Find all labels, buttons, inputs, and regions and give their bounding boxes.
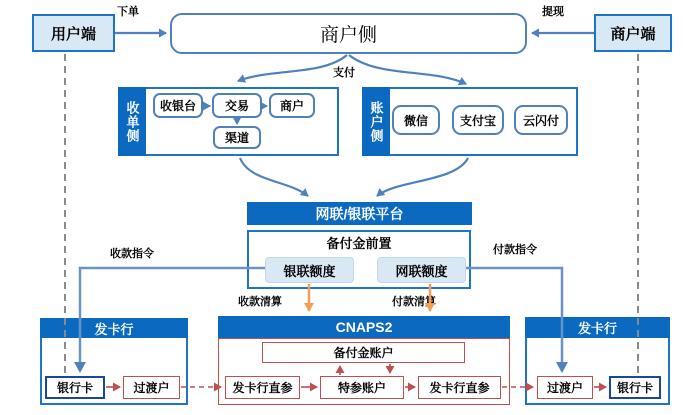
pay-clearing-label: 付款清算: [392, 296, 436, 308]
cnaps2-header: CNAPS2: [218, 316, 510, 338]
acquiring-to-platform-curve: [240, 158, 308, 196]
account-to-platform-curve: [377, 158, 468, 196]
unionpay-quota-chip: 银联额度: [265, 257, 354, 283]
pay-label: 支付: [333, 67, 355, 79]
trade-node: 交易: [212, 93, 262, 118]
quickpass-node: 云闪付: [514, 105, 568, 135]
bank-card-right-node: 银行卡: [609, 376, 661, 399]
acquiring-side-strip: 收单侧: [118, 87, 146, 156]
cashier-node: 收银台: [153, 93, 203, 118]
reserve-front-title: 备付金前置: [326, 235, 392, 251]
transit-account-left-node: 过渡户: [123, 376, 180, 399]
netsunion-quota-chip: 网联额度: [377, 257, 466, 283]
pay-curve-to-acquiring: [238, 55, 347, 81]
issuer-direct-right-node: 发卡行直参: [418, 376, 501, 399]
wechat-node: 微信: [392, 105, 440, 135]
account-side-strip: 账户侧: [362, 87, 390, 156]
merchant-side-box: 商户侧: [170, 13, 527, 54]
issuer-bank-right-header: 发卡行: [525, 317, 670, 338]
user-terminal-box: 用户端: [32, 14, 115, 52]
channel-node: 渠道: [213, 126, 261, 149]
collect-instruction-label: 收款指令: [110, 248, 154, 260]
withdraw-label: 提现: [542, 6, 564, 18]
transit-account-right-node: 过渡户: [537, 376, 593, 399]
reserve-account-node: 备付金账户: [262, 342, 465, 363]
bank-card-left-node: 银行卡: [45, 376, 105, 399]
special-account-node: 特参账户: [320, 376, 404, 399]
merchant-node: 商户: [269, 93, 315, 118]
issuer-direct-left-node: 发卡行直参: [225, 376, 300, 399]
pay-curve-to-account: [349, 55, 466, 84]
order-label: 下单: [117, 6, 139, 18]
issuer-bank-left-header: 发卡行: [40, 318, 188, 338]
collect-clearing-label: 收款清算: [238, 296, 282, 308]
netsunion-unionpay-platform-bar: 网联/银联平台: [247, 202, 472, 225]
merchant-terminal-box: 商户端: [594, 14, 672, 52]
alipay-node: 支付宝: [452, 105, 504, 135]
pay-instruction-label: 付款指令: [493, 244, 537, 256]
